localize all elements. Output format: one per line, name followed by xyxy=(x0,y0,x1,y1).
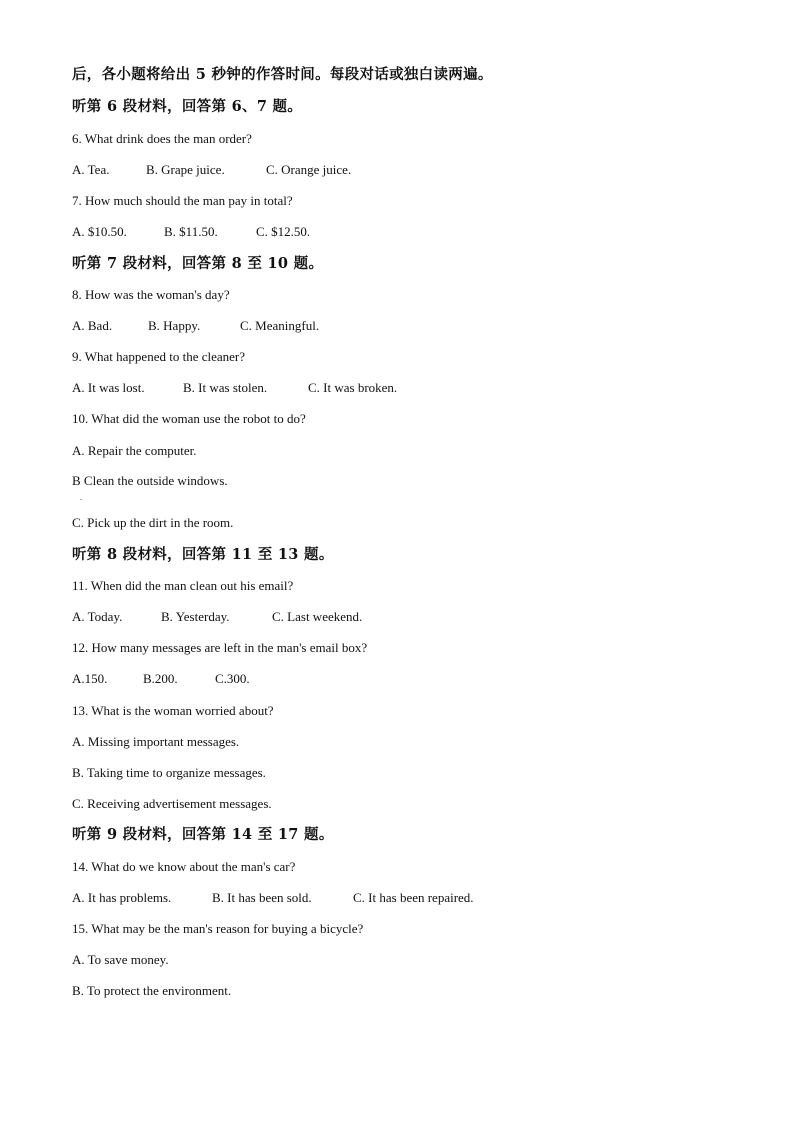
question-7: 7. How much should the man pay in total? xyxy=(72,193,293,208)
question-10-option-a: A. Repair the computer. xyxy=(72,443,197,458)
option-b: B. It has been sold. xyxy=(212,890,312,905)
intro-instruction: 后，各小题将给出 5 秒钟的作答时间。每段对话或独白读两遍。 xyxy=(72,66,493,83)
question-10-option-c: C. Pick up the dirt in the room. xyxy=(72,515,234,530)
question-8: 8. How was the woman's day? xyxy=(72,287,230,302)
option-b: B. It was stolen. xyxy=(183,380,268,395)
question-11: 11. When did the man clean out his email? xyxy=(72,578,294,593)
stray-dot-mark: . xyxy=(80,493,82,502)
option-b: B.200. xyxy=(143,671,178,686)
option-c: C. $12.50. xyxy=(256,224,311,239)
question-10-option-b: B Clean the outside windows. xyxy=(72,473,228,488)
section-heading-8: 听第 8 段材料，回答第 11 至 13 题。 xyxy=(72,546,334,563)
option-c: C.300. xyxy=(215,671,250,686)
question-6: 6. What drink does the man order? xyxy=(72,131,252,146)
question-13-option-c: C. Receiving advertisement messages. xyxy=(72,796,272,811)
question-15-option-b: B. To protect the environment. xyxy=(72,983,232,998)
option-a: A.150. xyxy=(72,671,108,686)
question-15: 15. What may be the man's reason for buying a bicycle? xyxy=(72,921,364,936)
option-b: B. Grape juice. xyxy=(146,162,225,177)
question-13-option-a: A. Missing important messages. xyxy=(72,734,240,749)
question-10: 10. What did the woman use the robot to do? xyxy=(72,411,306,426)
question-9: 9. What happened to the cleaner? xyxy=(72,349,246,364)
option-a: A. Tea. xyxy=(72,162,110,177)
section-heading-9: 听第 9 段材料，回答第 14 至 17 题。 xyxy=(72,826,334,843)
option-a: A. $10.50. xyxy=(72,224,127,239)
question-13: 13. What is the woman worried about? xyxy=(72,703,274,718)
question-12: 12. How many messages are left in the man's email box? xyxy=(72,640,368,655)
option-c: C. It has been repaired. xyxy=(353,890,474,905)
option-c: C. Last weekend. xyxy=(272,609,363,624)
option-c: C. Meaningful. xyxy=(240,318,320,333)
option-a: A. It has problems. xyxy=(72,890,172,905)
question-13-option-b: B. Taking time to organize messages. xyxy=(72,765,266,780)
question-15-option-a: A. To save money. xyxy=(72,952,169,967)
option-a: A. It was lost. xyxy=(72,380,145,395)
option-c: C. It was broken. xyxy=(308,380,398,395)
option-b: B. Yesterday. xyxy=(161,609,230,624)
option-b: B. Happy. xyxy=(148,318,201,333)
option-b: B. $11.50. xyxy=(164,224,218,239)
question-14: 14. What do we know about the man's car? xyxy=(72,859,296,874)
section-heading-7: 听第 7 段材料，回答第 8 至 10 题。 xyxy=(72,255,324,272)
option-c: C. Orange juice. xyxy=(266,162,352,177)
section-heading-6: 听第 6 段材料，回答第 6、7 题。 xyxy=(72,98,303,115)
option-a: A. Today. xyxy=(72,609,123,624)
option-a: A. Bad. xyxy=(72,318,113,333)
